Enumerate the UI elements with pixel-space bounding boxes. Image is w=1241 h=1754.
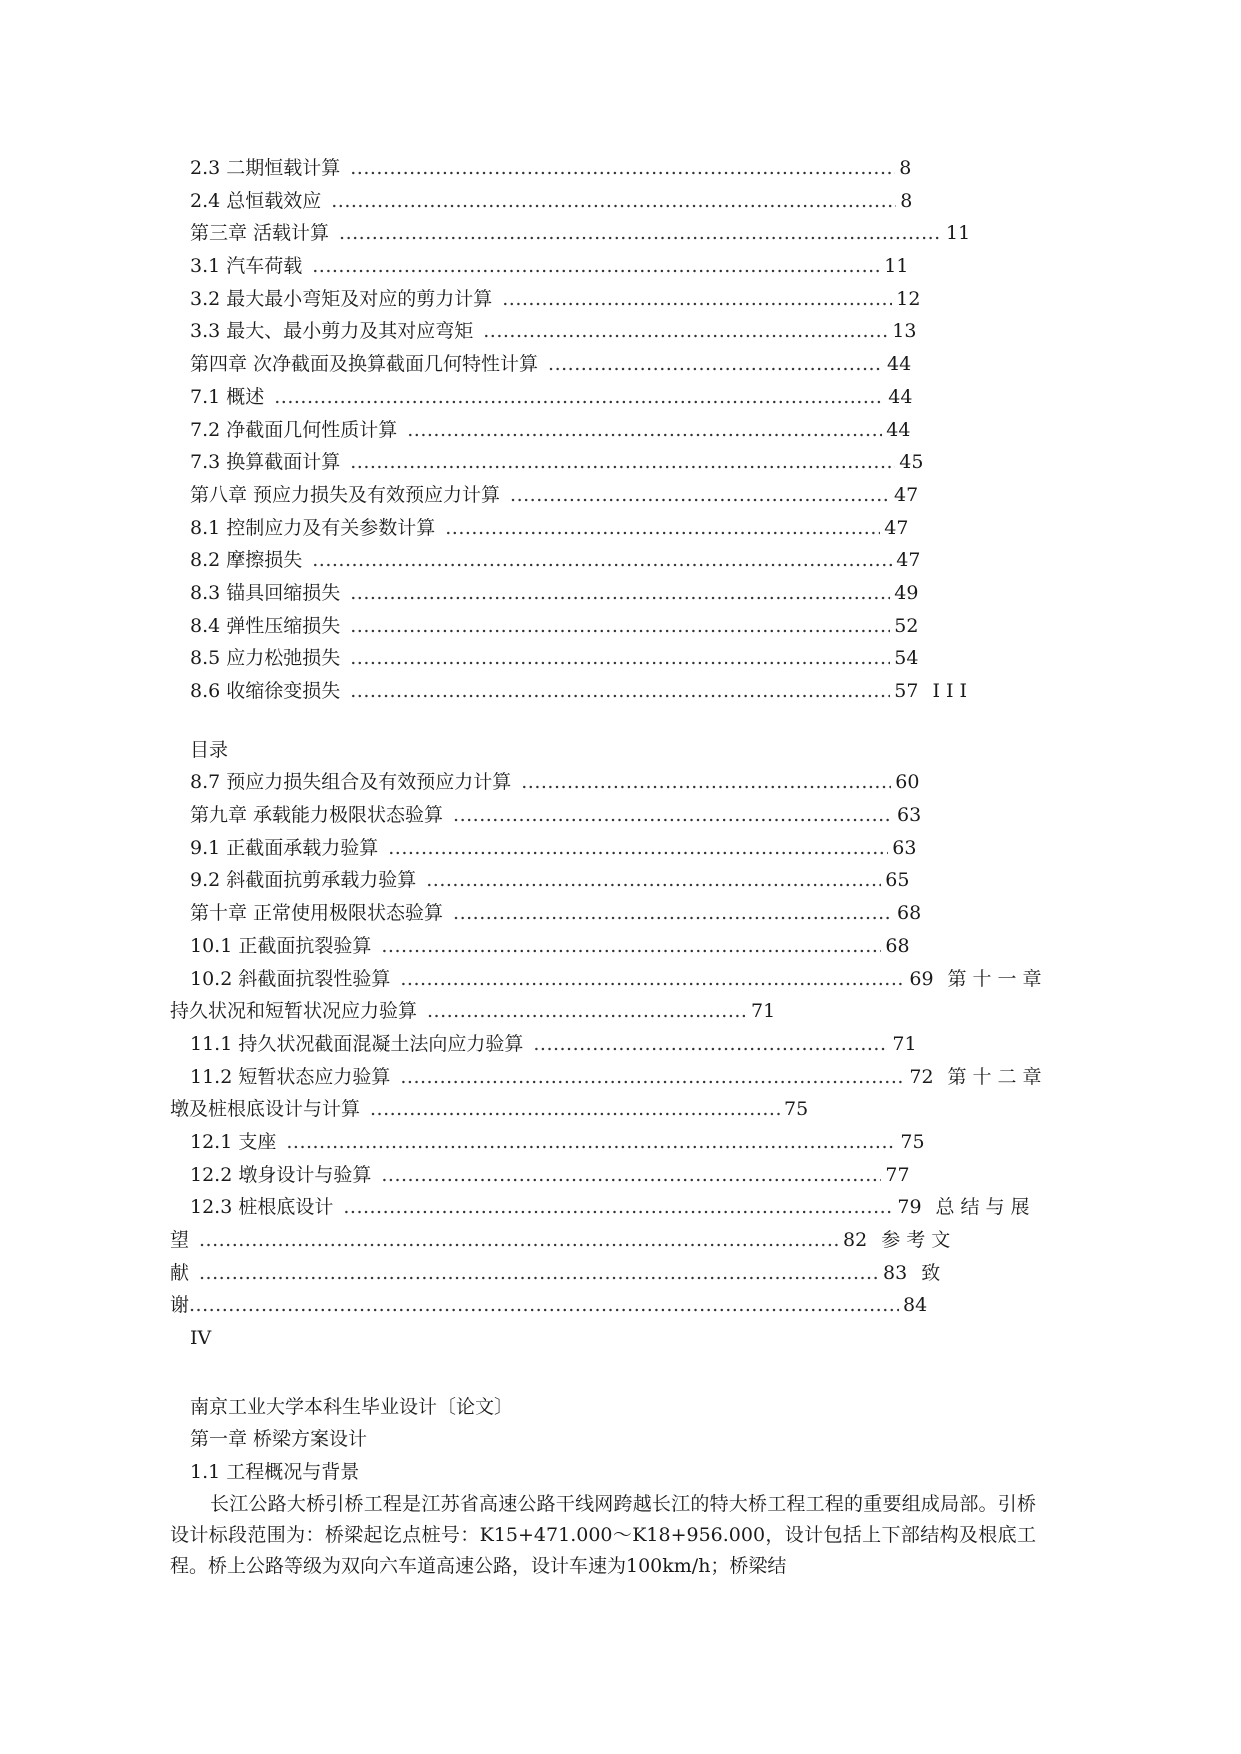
toc-leader-dots — [350, 152, 895, 185]
toc-leader-dots — [453, 897, 893, 930]
document-header: 南京工业大学本科生毕业设计〔论文〕 — [190, 1395, 514, 1418]
toc-entry[interactable] — [190, 512, 1056, 545]
toc-entry-title: 第九章 承载能力极限状态验算 — [190, 804, 444, 827]
toc-entry-title: 墩及桩根底设计与计算 — [170, 1098, 361, 1121]
toc-entry-page: 44 — [887, 353, 912, 376]
toc-entry-title: 10.1 正截面抗裂验算 — [190, 934, 372, 957]
toc-entry[interactable] — [190, 675, 1056, 708]
toc-entry-page: 75 — [900, 1130, 925, 1153]
toc-entry[interactable] — [190, 1191, 1056, 1224]
toc-leader-dots — [453, 799, 893, 832]
toc-entry-title: 8.3 锚具回缩损失 — [190, 581, 341, 604]
toc-entry-page: 44 — [886, 418, 911, 441]
toc-entry-page: 65 — [885, 869, 910, 892]
toc-entry[interactable] — [190, 446, 1056, 479]
toc-entry-title: 8.7 预应力损失组合及有效预应力计算 — [190, 771, 512, 794]
toc-entry-title: 8.5 应力松弛损失 — [190, 647, 341, 670]
toc-entry-page: 77 — [885, 1163, 910, 1186]
toc-entry[interactable] — [190, 1159, 1056, 1192]
toc-leader-dots — [312, 544, 892, 577]
toc-leader-dots — [350, 675, 890, 708]
toc-entry-title: 9.1 正截面承载力验算 — [190, 836, 379, 859]
toc-entry-title: 12.3 桩根底设计 — [190, 1196, 334, 1219]
toc-entry-page: 82 — [843, 1229, 868, 1251]
toc-section-1 — [190, 152, 1056, 708]
toc-leader-dots — [286, 1126, 896, 1159]
toc-entry[interactable] — [190, 414, 1056, 447]
toc-entry-title: 2.3 二期恒载计算 — [190, 157, 341, 179]
toc-entry-page: 69 — [909, 967, 934, 990]
toc-heading: 目录 — [190, 738, 229, 761]
toc-leader-dots — [381, 930, 881, 963]
toc-entry-page: 72 — [909, 1065, 934, 1088]
toc-entry[interactable] — [190, 152, 1056, 185]
toc-entry-page: 49 — [894, 581, 919, 604]
toc-entry[interactable] — [190, 185, 1056, 218]
toc-entry[interactable] — [190, 479, 1056, 512]
toc-entry[interactable] — [190, 250, 1056, 283]
toc-leader-dots — [426, 864, 881, 897]
toc-entry-title: 10.2 斜截面抗裂性验算 — [190, 967, 391, 990]
toc-leader-dots — [483, 315, 888, 348]
toc-leader-dots — [370, 1093, 780, 1126]
toc-entry-title: 第四章 次净截面及换算截面几何特性计算 — [190, 353, 539, 376]
toc-leader-dots — [388, 832, 888, 865]
toc-leader-dots — [312, 250, 880, 283]
toc-entry-page: 63 — [897, 804, 922, 827]
toc-entry-title: 谢 — [170, 1294, 190, 1317]
toc-entry[interactable] — [190, 610, 1056, 643]
toc-entry[interactable] — [190, 832, 1056, 865]
toc-entry-title: 8.4 弹性压缩损失 — [190, 614, 341, 637]
toc-content — [170, 152, 1056, 1582]
toc-leader-dots — [331, 185, 896, 218]
toc-leader-dots — [199, 1224, 839, 1257]
toc-entry[interactable] — [190, 963, 1056, 996]
toc-entry-title: 献 — [170, 1261, 190, 1284]
toc-trailing-text: 总结与展 — [935, 1196, 1036, 1219]
toc-entry-page: 68 — [885, 934, 910, 957]
toc-leader-dots — [350, 610, 890, 643]
toc-entry-title: 11.1 持久状况截面混凝土法向应力验算 — [190, 1032, 524, 1055]
toc-entry[interactable] — [190, 930, 1056, 963]
toc-leader-dots — [381, 1159, 881, 1192]
toc-entry-page: 71 — [751, 1000, 776, 1023]
toc-entry-page: 11 — [884, 255, 909, 278]
toc-trailing-text: 第十一章 — [947, 967, 1048, 990]
toc-leader-dots — [400, 963, 905, 996]
toc-entry[interactable] — [190, 897, 1056, 930]
toc-entry[interactable] — [170, 995, 1056, 1028]
toc-entry-title: 11.2 短暂状态应力验算 — [190, 1065, 391, 1088]
toc-entry[interactable] — [170, 1289, 1056, 1322]
toc-entry-page: 52 — [894, 614, 919, 637]
toc-leader-dots — [199, 1257, 879, 1290]
section-title: 1.1 工程概况与背景 — [190, 1461, 360, 1484]
toc-entry-page: 79 — [897, 1196, 922, 1219]
toc-entry[interactable] — [170, 1257, 1056, 1290]
toc-entry-page: 11 — [946, 222, 971, 245]
toc-entry[interactable] — [190, 766, 1056, 799]
toc-entry[interactable] — [190, 1061, 1056, 1094]
toc-entry[interactable] — [190, 283, 1056, 316]
toc-entry-title: 12.1 支座 — [190, 1130, 277, 1153]
toc-entry-title: 持久状况和短暂状况应力验算 — [170, 1000, 418, 1023]
toc-section-2 — [190, 766, 1056, 962]
toc-leader-dots — [548, 348, 883, 381]
toc-entry-title: 7.2 净截面几何性质计算 — [190, 418, 398, 441]
toc-entry-title: 3.3 最大、最小剪力及其对应弯矩 — [190, 320, 474, 343]
toc-entry[interactable] — [190, 348, 1056, 381]
toc-entry-title: 第三章 活载计算 — [190, 222, 330, 245]
toc-leader-dots — [445, 512, 880, 545]
toc-leader-dots — [189, 1289, 899, 1322]
toc-entry-page: 75 — [784, 1098, 809, 1121]
toc-entry-page: 8 — [900, 189, 913, 212]
toc-entry-page: 12 — [896, 287, 921, 310]
toc-entry-page: 68 — [897, 902, 922, 925]
toc-leader-dots — [521, 766, 891, 799]
toc-entry-page: 57 — [894, 680, 919, 702]
toc-entry-page: 47 — [894, 483, 919, 506]
toc-leader-dots — [502, 283, 892, 316]
toc-leader-dots — [350, 642, 890, 675]
spacer — [190, 1355, 1056, 1391]
toc-leader-dots — [350, 446, 895, 479]
toc-entry-title: 7.3 换算截面计算 — [190, 451, 341, 474]
toc-entry-title: 2.4 总恒载效应 — [190, 189, 322, 212]
toc-trailing-text: 第十二章 — [947, 1065, 1048, 1088]
toc-entry[interactable] — [170, 1224, 1056, 1257]
toc-entry[interactable] — [190, 577, 1056, 610]
toc-entry-title: 12.2 墩身设计与验算 — [190, 1163, 372, 1186]
toc-entry-title: 7.1 概述 — [190, 385, 265, 408]
paragraph-text: 长江公路大桥引桥工程是江苏省高速公路干线网跨越长江的特大桥工程工程的重要组成局部。引桥设计标段范围为：桥梁起讫点桩号：K15+471.000～K18+956.000，设计包括上下部结构及根底工程。桥上公路等级为双向六车道高速公路，设计车速为100km/h；桥梁结 — [170, 1492, 1036, 1577]
toc-leader-dots — [510, 479, 890, 512]
toc-entry-page: 54 — [894, 647, 919, 670]
toc-leader-dots — [274, 381, 884, 414]
toc-trailing-text: III — [932, 680, 973, 702]
toc-entry-title: 9.2 斜截面抗剪承载力验算 — [190, 869, 417, 892]
toc-entry-page: 83 — [883, 1261, 908, 1284]
toc-entry-page: 71 — [892, 1032, 917, 1055]
toc-entry-page: 44 — [888, 385, 913, 408]
toc-entry-page: 8 — [899, 157, 912, 179]
toc-entry-page: 63 — [892, 836, 917, 859]
toc-trailing-text: 致 — [921, 1261, 947, 1284]
spacer — [190, 708, 1056, 734]
toc-entry[interactable] — [190, 642, 1056, 675]
toc-entry[interactable] — [190, 1126, 1056, 1159]
toc-entry[interactable] — [190, 799, 1056, 832]
toc-leader-dots — [533, 1028, 888, 1061]
roman-page-number: IV — [190, 1327, 212, 1350]
toc-entry-title: 第十章 正常使用极限状态验算 — [190, 902, 444, 925]
toc-entry-title: 8.6 收缩徐变损失 — [190, 680, 341, 702]
toc-leader-dots — [400, 1061, 905, 1094]
chapter-title: 第一章 桥梁方案设计 — [190, 1428, 368, 1451]
toc-entry-title: 3.1 汽车荷载 — [190, 255, 303, 278]
toc-entry-title: 8.1 控制应力及有关参数计算 — [190, 516, 436, 539]
toc-entry[interactable] — [190, 544, 1056, 577]
toc-entry[interactable] — [190, 315, 1056, 348]
toc-entry-page: 13 — [892, 320, 917, 343]
toc-entry[interactable] — [170, 1093, 1056, 1126]
toc-entry-page: 84 — [903, 1294, 928, 1317]
toc-entry[interactable] — [190, 217, 1056, 250]
toc-entry[interactable] — [190, 1028, 1056, 1061]
toc-leader-dots — [343, 1191, 893, 1224]
toc-entry-page: 45 — [899, 451, 924, 474]
toc-entry[interactable] — [190, 381, 1056, 414]
toc-leader-dots — [339, 217, 942, 250]
toc-entry-page: 47 — [884, 516, 909, 539]
body-paragraph — [170, 1489, 1036, 1582]
toc-entry-title: 第八章 预应力损失及有效预应力计算 — [190, 483, 501, 506]
toc-section-3 — [170, 963, 1056, 1323]
toc-entry-title: 8.2 摩擦损失 — [190, 549, 303, 572]
toc-entry[interactable] — [190, 864, 1056, 897]
toc-entry-page: 60 — [895, 771, 920, 794]
toc-trailing-text: 参考文 — [881, 1229, 957, 1251]
toc-entry-title: 3.2 最大最小弯矩及对应的剪力计算 — [190, 287, 493, 310]
toc-leader-dots — [427, 995, 747, 1028]
toc-entry-page: 47 — [896, 549, 921, 572]
toc-entry-title: 望 — [170, 1229, 190, 1251]
toc-leader-dots — [350, 577, 890, 610]
toc-leader-dots — [407, 414, 882, 447]
